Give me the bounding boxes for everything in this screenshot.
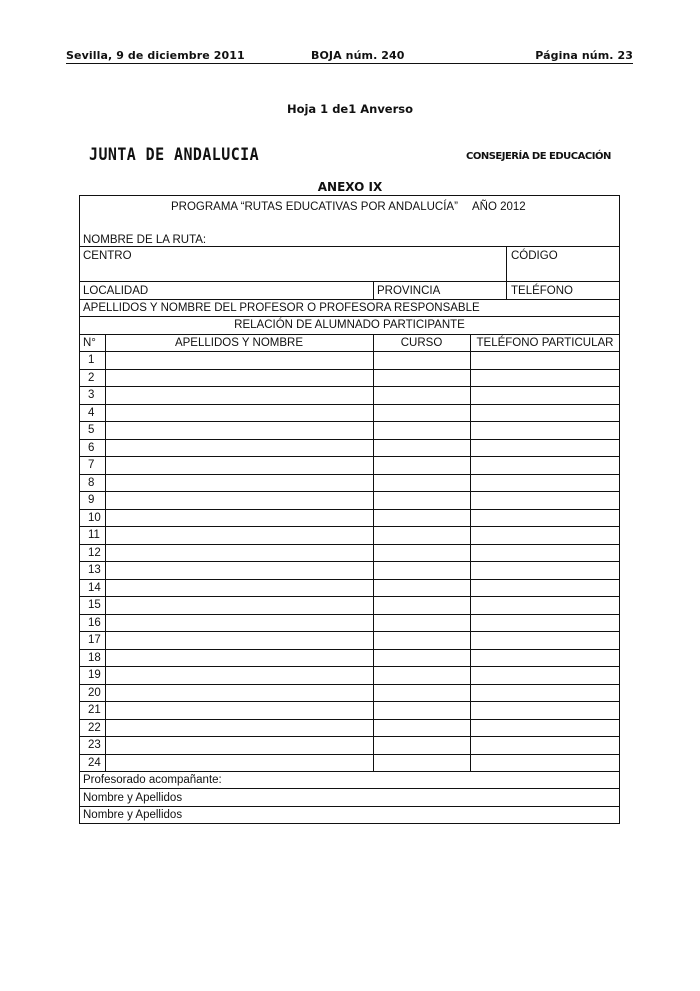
divider xyxy=(80,246,619,247)
column-divider xyxy=(105,334,106,771)
program-title: PROGRAMA “RUTAS EDUCATIVAS POR ANDALUCÍA” xyxy=(171,201,458,213)
escort-name-row: Nombre y Apellidos xyxy=(83,792,183,804)
row-divider xyxy=(80,421,619,422)
row-number: 1 xyxy=(88,354,95,366)
header-rule xyxy=(66,63,633,64)
row-divider xyxy=(80,666,619,667)
divider xyxy=(80,788,619,789)
row-divider xyxy=(80,386,619,387)
row-divider xyxy=(80,649,619,650)
row-divider xyxy=(80,369,619,370)
row-number: 2 xyxy=(88,371,95,384)
program-year: AÑO 2012 xyxy=(472,201,526,213)
column-divider xyxy=(373,334,374,771)
row-number: 6 xyxy=(88,441,95,454)
escorts-label: Profesorado acompañante: xyxy=(83,774,222,786)
org-logo-text: JUNTA DE ANDALUCIA xyxy=(89,145,260,165)
row-divider xyxy=(80,404,619,405)
divider xyxy=(80,299,619,300)
column-divider xyxy=(470,334,471,771)
route-name-label: NOMBRE DE LA RUTA: xyxy=(83,234,207,246)
row-divider xyxy=(80,719,619,720)
center-label: CENTRO xyxy=(83,250,132,262)
students-title: RELACIÓN DE ALUMNADO PARTICIPANTE xyxy=(234,319,465,331)
row-divider xyxy=(80,754,619,755)
row-number: 15 xyxy=(88,599,101,611)
row-divider xyxy=(80,771,619,772)
row-number: 10 xyxy=(88,511,101,524)
row-number: 7 xyxy=(88,459,95,471)
row-number: 23 xyxy=(88,739,101,751)
row-number: 20 xyxy=(88,686,101,699)
row-divider xyxy=(80,544,619,545)
escort-name-row: Nombre y Apellidos xyxy=(83,809,183,821)
divider xyxy=(80,316,619,317)
row-divider xyxy=(80,456,619,457)
header-page-number: Página núm. 23 xyxy=(535,49,633,62)
row-number: 22 xyxy=(88,721,101,734)
row-divider xyxy=(80,509,619,510)
divider xyxy=(80,351,619,352)
row-divider xyxy=(80,439,619,440)
row-number: 3 xyxy=(88,389,95,401)
row-divider xyxy=(80,614,619,615)
row-divider xyxy=(80,474,619,475)
department-name: CONSEJERÍA DE EDUCACIÓN xyxy=(466,151,611,162)
row-number: 24 xyxy=(88,756,101,769)
row-number: 9 xyxy=(88,494,95,506)
header-date: Sevilla, 9 de diciembre 2011 xyxy=(66,49,245,62)
row-divider xyxy=(80,491,619,492)
column-header-name: APELLIDOS Y NOMBRE xyxy=(174,337,304,349)
divider xyxy=(80,281,619,282)
divider xyxy=(80,806,619,807)
locality-label: LOCALIDAD xyxy=(83,285,149,297)
divider xyxy=(373,281,374,299)
row-number: 12 xyxy=(88,546,101,559)
row-divider xyxy=(80,736,619,737)
row-divider xyxy=(80,526,619,527)
province-label: PROVINCIA xyxy=(377,285,441,297)
row-divider xyxy=(80,561,619,562)
divider xyxy=(80,334,619,335)
row-number: 17 xyxy=(88,634,101,646)
row-divider xyxy=(80,596,619,597)
row-divider xyxy=(80,631,619,632)
row-number: 11 xyxy=(88,529,100,541)
divider xyxy=(506,246,507,299)
sheet-label: Hoja 1 de1 Anverso xyxy=(286,102,414,116)
column-header-course: CURSO xyxy=(400,337,443,349)
row-divider xyxy=(80,579,619,580)
header-bulletin: BOJA núm. 240 xyxy=(311,49,405,62)
row-number: 19 xyxy=(88,669,101,681)
phone-label: TELÉFONO xyxy=(511,285,573,297)
row-number: 21 xyxy=(88,704,101,716)
column-header-number: N° xyxy=(83,337,96,349)
teacher-label: APELLIDOS Y NOMBRE DEL PROFESOR O PROFESORA RESPONSABLE xyxy=(83,302,480,314)
row-number: 13 xyxy=(88,564,101,576)
code-label: CÓDIGO xyxy=(511,250,558,262)
annex-title: ANEXO IX xyxy=(317,180,383,194)
row-divider xyxy=(80,701,619,702)
row-number: 16 xyxy=(88,616,101,629)
row-number: 5 xyxy=(88,424,95,436)
row-number: 4 xyxy=(88,406,95,419)
row-number: 18 xyxy=(88,651,101,664)
column-header-phone: TELÉFONO PARTICULAR xyxy=(476,337,614,349)
row-number: 14 xyxy=(88,581,101,594)
row-number: 8 xyxy=(88,476,95,489)
annex-form xyxy=(79,195,620,824)
row-divider xyxy=(80,684,619,685)
